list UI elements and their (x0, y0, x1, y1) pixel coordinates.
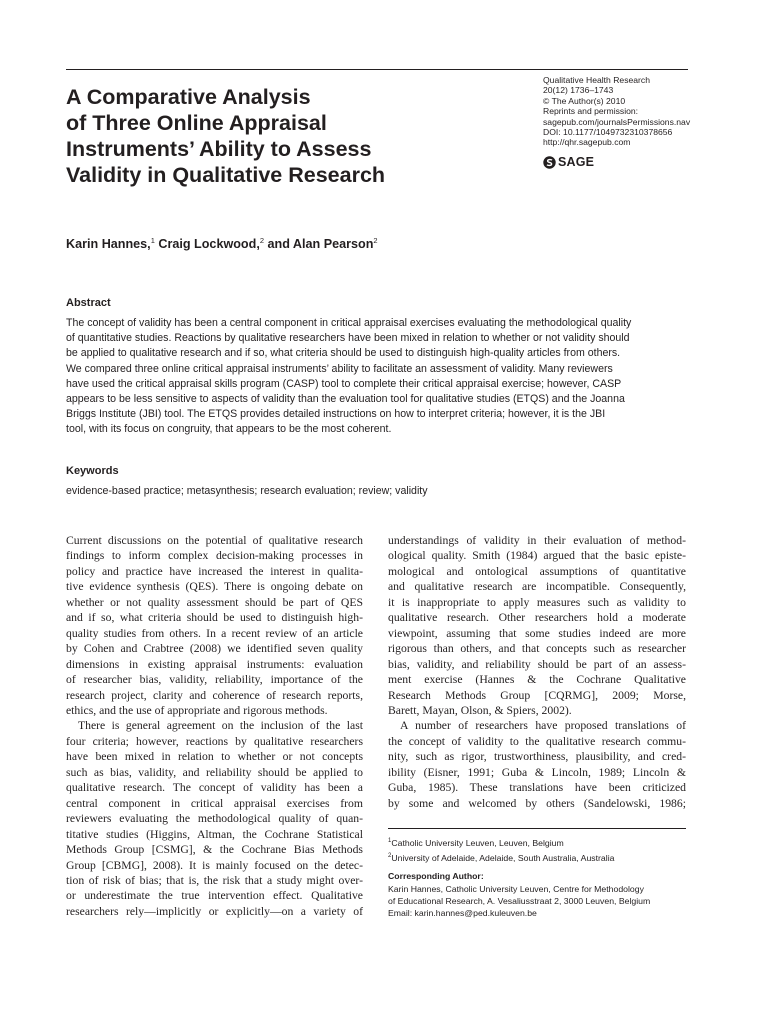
corresponding-line: Karin Hannes, Catholic University Leuven, Centre for Methodology (388, 884, 644, 894)
body-line: such as bias, validity, and reliability should be applied to (66, 765, 363, 779)
abstract-line: be applied to qualitative research and if so, what criteria should be used to distinguish high-quality articles from others. (66, 347, 621, 360)
footnote-rule (388, 828, 686, 829)
affiliation-text: University of Adelaide, Adelaide, South Australia, Australia (391, 852, 615, 863)
body-line: research project, clarity and coherence of research reports, (66, 688, 363, 702)
abstract-line: Briggs Institute (JBI) tool. The ETQS provides detailed instructions on how to interpret criteria; however, it is the JBI (66, 408, 606, 421)
body-line: researchers rely—implicitly or explicitly—on a variety of (66, 904, 363, 918)
body-column-left (66, 533, 363, 919)
body-line: ment exercise (Hannes & the Cochrane Qualitative (388, 673, 686, 687)
body-line: qualitative research. Other researchers hold a moderate (388, 611, 686, 625)
journal-name: Qualitative Health Research (543, 75, 650, 85)
body-line: viewpoint, assuming that some studies indeed are more (388, 626, 686, 640)
corresponding-author-details (388, 884, 718, 919)
sage-logo (543, 155, 594, 169)
affiliation-marker: 1 (388, 838, 392, 844)
corresponding-email[interactable]: Email: karin.hannes@ped.kuleuven.be (388, 907, 537, 918)
body-line: qualitative research. The concept of validity has been a (66, 781, 363, 795)
affiliation-marker: 2 (373, 236, 378, 245)
body-line: Current discussions on the potential of qualitative research (66, 534, 363, 547)
title-line: Instruments’ Ability to Assess (66, 137, 372, 161)
sage-s-icon (543, 156, 556, 169)
affiliation-text: Catholic University Leuven, Leuven, Belgium (391, 838, 564, 848)
body-line: ethics, and the use of appropriate and rigorous methods. (66, 703, 328, 717)
body-line: and qualitative research are incompatible. Consequently, (388, 580, 686, 594)
abstract-line: tool, with its focus on congruity, that appears to be the most coherent. (66, 423, 392, 436)
body-line: ibility (Eisner, 1991; Guba & Lincoln, 1989; Lincoln & (388, 765, 686, 779)
corresponding-line: of Educational Research, A. Vesaliusstraat 2, 3000 Leuven, Belgium (388, 895, 651, 906)
title-line: of Three Online Appraisal (66, 111, 327, 135)
reprints-label: Reprints and permission: (543, 106, 639, 117)
body-line: tion of risk of bias; that is, the risk that a study might over- (66, 873, 363, 887)
affiliations (388, 835, 708, 865)
affiliation-1 (388, 835, 708, 850)
keywords-text: evidence-based practice; metasynthesis; research evaluation; review; validity (66, 485, 428, 497)
body-line: Barett, Mayan, Olson, & Spiers, 2002). (388, 703, 572, 717)
body-line: quality studies from others. In a recent review of an article (66, 626, 363, 640)
corresponding-author-heading: Corresponding Author: (388, 871, 484, 881)
abstract-heading: Abstract (66, 297, 111, 309)
body-line: Guba, 1985). These translations have been criticized (388, 781, 686, 795)
body-line: There is general agreement on the inclusion of the last (78, 719, 363, 733)
body-line: it is inappropriate to apply measures such as validity to (388, 595, 686, 609)
abstract-line: of quantitative studies. Reactions by qualitative researchers have been mixed in relation to whether or not validity should (66, 332, 630, 345)
body-line: rigorous than others, and that concepts such as researcher (388, 642, 686, 656)
body-line: mological and ontological assumptions of quantitative (388, 564, 686, 578)
abstract-text (66, 316, 706, 438)
doi[interactable]: DOI: 10.1177/1049732310378656 (543, 127, 673, 138)
affiliation-marker: 1 (150, 236, 155, 245)
body-line: dimensions in existing appraisal instruments: evaluation (66, 657, 363, 671)
body-line: A number of researchers have proposed translations of (400, 719, 686, 733)
body-line: findings to inform complex decision-making processes in (66, 549, 363, 563)
title-line: A Comparative Analysis (66, 85, 311, 109)
body-line: policy and practice have increased the interest in qualita- (66, 564, 363, 578)
journal-volume: 20(12) 1736–1743 (543, 85, 614, 96)
body-line: nity, such as rigor, trustworthiness, plausibility, and cred- (388, 750, 686, 764)
body-line: central component in critical appraisal exercises from (66, 796, 363, 810)
body-line: ological quality. Smith (1984) argued that the basic episte- (388, 549, 686, 563)
body-line: or underestimate the true intervention effect. Qualitative (66, 889, 363, 903)
title-line: Validity in Qualitative Research (66, 163, 386, 187)
body-column-right (388, 533, 686, 811)
body-line: tive evidence synthesis (QES). There is ongoing debate on (66, 580, 363, 594)
affiliation-marker: 2 (259, 236, 264, 245)
body-line: titative studies (Higgins, Altman, the Cochrane Statistical (66, 827, 363, 841)
affiliation-2 (388, 850, 708, 865)
body-line: by Cohen and Crabtree (2008) we identified seven quality (66, 642, 363, 656)
body-line: the concept of validity to the qualitative research commu- (388, 734, 686, 748)
author-list (66, 236, 666, 251)
body-line: four criteria; however, reactions by qualitative researchers (66, 734, 363, 748)
article-title (66, 84, 496, 188)
sage-wordmark: SAGE (558, 155, 595, 169)
header-rule (66, 69, 688, 70)
abstract-line: appears to be less sensitive to aspects of validity than the evaluation tool for qualitative studies (ETQS) and the Joanna (66, 393, 625, 406)
journal-url[interactable]: http://qhr.sagepub.com (543, 137, 631, 148)
permissions-url[interactable]: sagepub.com/journalsPermissions.nav (543, 116, 691, 127)
copyright: © The Author(s) 2010 (543, 95, 626, 106)
body-line: Methods Group [CSMG], & the Cochrane Bias Methods (66, 843, 363, 857)
journal-info (543, 75, 743, 148)
keywords-heading: Keywords (66, 465, 119, 477)
body-line: reviewers evaluating the methodological quality of quan- (66, 812, 363, 826)
abstract-line: have used the critical appraisal skills program (CASP) tool to complete their critical appraisal exercise; however, CASP (66, 377, 622, 390)
body-line: and if so, what criteria should be used to distinguish high- (66, 611, 363, 625)
author-name: Craig Lockwood, (154, 237, 260, 251)
body-line: of researcher bias, validity, reliability, importance of the (66, 673, 363, 687)
author-name: and Alan Pearson (264, 237, 374, 251)
body-line: by some and welcomed by others (Sandelowski, 1986; (388, 796, 686, 810)
abstract-line: We compared three online critical appraisal instruments’ ability to facilitate an assessment of validity. Many reviewers (66, 362, 613, 375)
body-line: whether or not quality assessment should be part of QES (66, 595, 363, 609)
body-line: Research Methods Group [CQRMG], 2009; Morse, (388, 688, 686, 702)
abstract-line: The concept of validity has been a central component in critical appraisal exercises evaluating the methodological quality (66, 317, 632, 329)
affiliation-marker: 2 (388, 852, 392, 859)
body-line: bias, validity, and reliability should be part of an assess- (388, 657, 686, 671)
body-line: understandings of validity in their evaluation of method- (388, 534, 686, 547)
author-name: Karin Hannes, (66, 237, 151, 251)
body-line: have been mixed in relation to whether or not concepts (66, 750, 363, 764)
body-line: Group [CBMG], 2008). It is mainly focused on the detec- (66, 858, 363, 872)
